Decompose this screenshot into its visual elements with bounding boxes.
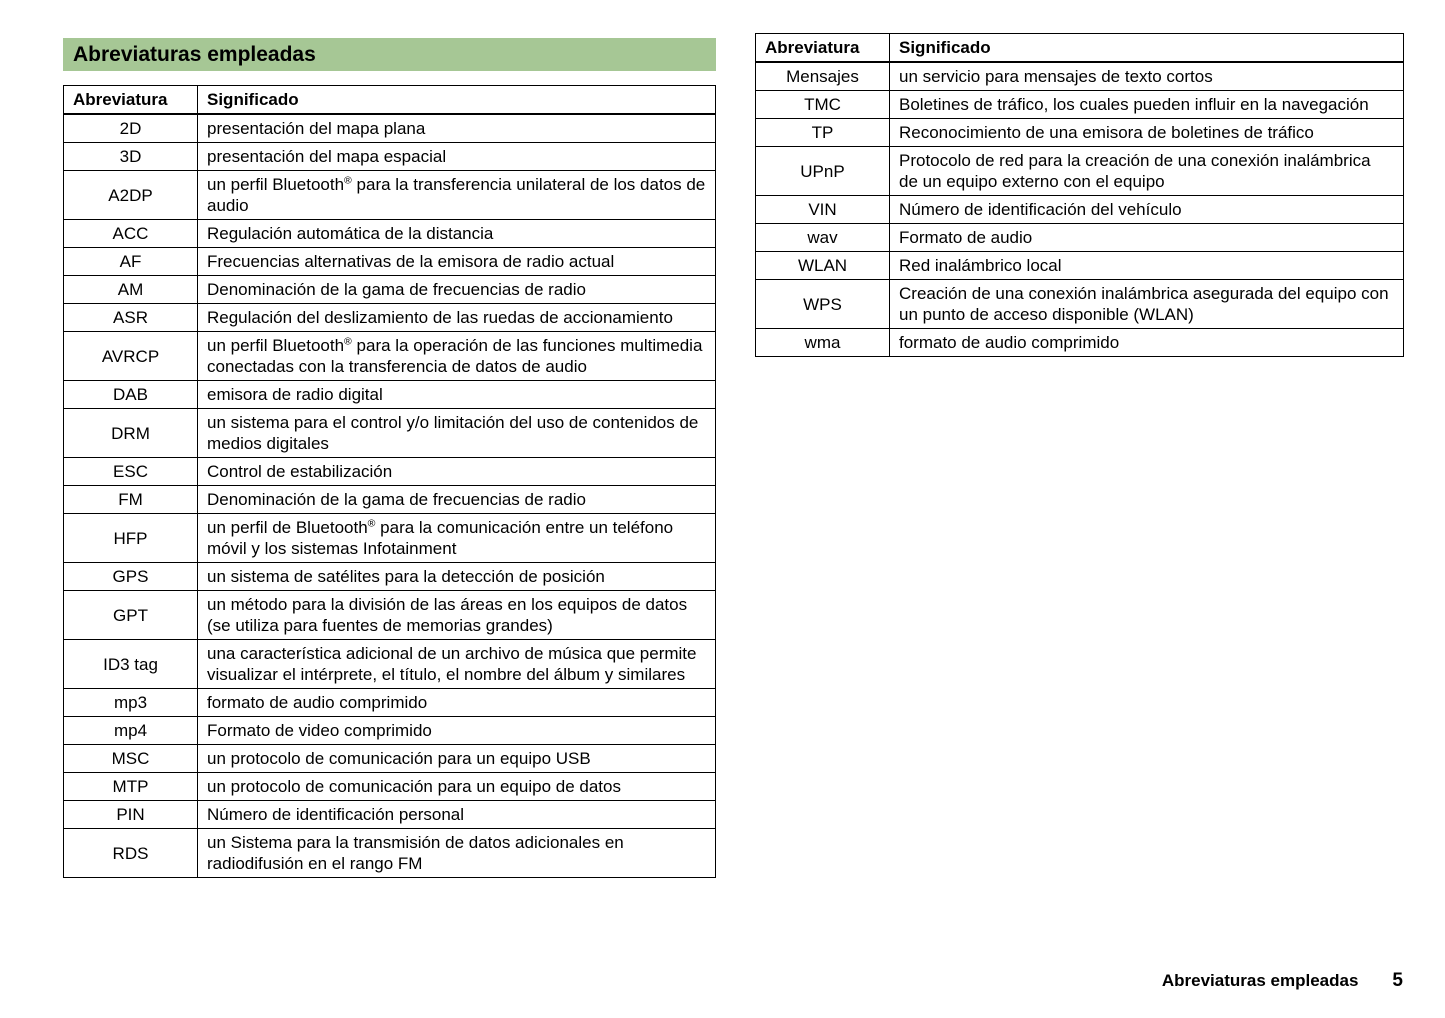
left-column bbox=[63, 38, 716, 878]
abbreviation-cell: 2D bbox=[64, 114, 198, 143]
abbreviations-table-left bbox=[63, 85, 716, 878]
meaning-cell: emisora de radio digital bbox=[198, 381, 716, 409]
table-row bbox=[64, 514, 716, 563]
meaning-cell: un perfil Bluetooth® para la operación de las funciones multimedia conectadas con la transferencia de datos de audio bbox=[198, 332, 716, 381]
table-row bbox=[64, 591, 716, 640]
meaning-cell: formato de audio comprimido bbox=[198, 689, 716, 717]
table-row bbox=[756, 329, 1404, 357]
table-row bbox=[64, 409, 716, 458]
meaning-cell: Reconocimiento de una emisora de boletines de tráfico bbox=[890, 119, 1404, 147]
abbreviation-cell: Mensajes bbox=[756, 62, 890, 91]
abbreviation-cell: DAB bbox=[64, 381, 198, 409]
abbreviation-cell: A2DP bbox=[64, 171, 198, 220]
table-row bbox=[64, 689, 716, 717]
table-row bbox=[756, 147, 1404, 196]
table-row bbox=[756, 196, 1404, 224]
meaning-cell: Denominación de la gama de frecuencias de radio bbox=[198, 276, 716, 304]
abbreviation-cell: mp4 bbox=[64, 717, 198, 745]
abbreviation-cell: VIN bbox=[756, 196, 890, 224]
abbreviation-cell: UPnP bbox=[756, 147, 890, 196]
table-row bbox=[64, 717, 716, 745]
abbreviation-cell: WPS bbox=[756, 280, 890, 329]
abbreviation-cell: ASR bbox=[64, 304, 198, 332]
meaning-cell: un Sistema para la transmisión de datos adicionales en radiodifusión en el rango FM bbox=[198, 829, 716, 878]
table-header-row bbox=[756, 34, 1404, 63]
meaning-cell: Número de identificación personal bbox=[198, 801, 716, 829]
table-row bbox=[64, 332, 716, 381]
abbreviation-cell: TMC bbox=[756, 91, 890, 119]
table-row bbox=[756, 119, 1404, 147]
meaning-cell: Boletines de tráfico, los cuales pueden influir en la navegación bbox=[890, 91, 1404, 119]
column-header: Significado bbox=[890, 34, 1404, 63]
table-row bbox=[64, 143, 716, 171]
meaning-cell: presentación del mapa plana bbox=[198, 114, 716, 143]
meaning-cell: presentación del mapa espacial bbox=[198, 143, 716, 171]
abbreviations-table-right bbox=[755, 33, 1404, 357]
abbreviation-cell: MTP bbox=[64, 773, 198, 801]
abbreviation-cell: wav bbox=[756, 224, 890, 252]
table-row bbox=[64, 773, 716, 801]
table-row bbox=[64, 248, 716, 276]
footer bbox=[1162, 970, 1403, 992]
column-header: Significado bbox=[198, 86, 716, 115]
table-row bbox=[64, 220, 716, 248]
table-row bbox=[756, 224, 1404, 252]
meaning-cell: una característica adicional de un archivo de música que permite visualizar el intérprete, el título, el nombre del álbum y similares bbox=[198, 640, 716, 689]
table-row bbox=[64, 745, 716, 773]
meaning-cell: un método para la división de las áreas en los equipos de datos (se utiliza para fuentes de memorias grandes) bbox=[198, 591, 716, 640]
meaning-cell: un sistema para el control y/o limitación del uso de contenidos de medios digitales bbox=[198, 409, 716, 458]
meaning-cell: Frecuencias alternativas de la emisora de radio actual bbox=[198, 248, 716, 276]
meaning-cell: un servicio para mensajes de texto cortos bbox=[890, 62, 1404, 91]
meaning-cell: Número de identificación del vehículo bbox=[890, 196, 1404, 224]
meaning-cell: un perfil de Bluetooth® para la comunicación entre un teléfono móvil y los sistemas Infotainment bbox=[198, 514, 716, 563]
abbreviation-cell: AM bbox=[64, 276, 198, 304]
meaning-cell: un protocolo de comunicación para un equipo USB bbox=[198, 745, 716, 773]
meaning-cell: un perfil Bluetooth® para la transferencia unilateral de los datos de audio bbox=[198, 171, 716, 220]
meaning-cell: Formato de video comprimido bbox=[198, 717, 716, 745]
column-header: Abreviatura bbox=[756, 34, 890, 63]
table-row bbox=[64, 381, 716, 409]
registered-trademark-symbol: ® bbox=[344, 174, 352, 187]
meaning-cell: un protocolo de comunicación para un equipo de datos bbox=[198, 773, 716, 801]
table-row bbox=[64, 563, 716, 591]
abbreviation-cell: mp3 bbox=[64, 689, 198, 717]
abbreviation-cell: PIN bbox=[64, 801, 198, 829]
table-row bbox=[64, 276, 716, 304]
table-row bbox=[64, 458, 716, 486]
abbreviation-cell: AF bbox=[64, 248, 198, 276]
meaning-cell: Control de estabilización bbox=[198, 458, 716, 486]
meaning-cell: Regulación del deslizamiento de las ruedas de accionamiento bbox=[198, 304, 716, 332]
page-title: Abreviaturas empleadas bbox=[63, 38, 716, 71]
abbreviation-cell: ID3 tag bbox=[64, 640, 198, 689]
abbreviation-cell: ESC bbox=[64, 458, 198, 486]
table-row bbox=[64, 829, 716, 878]
abbreviation-cell: GPT bbox=[64, 591, 198, 640]
abbreviation-cell: wma bbox=[756, 329, 890, 357]
meaning-cell: Formato de audio bbox=[890, 224, 1404, 252]
table-row bbox=[756, 91, 1404, 119]
registered-trademark-symbol: ® bbox=[367, 517, 376, 530]
table-row bbox=[64, 486, 716, 514]
abbreviation-cell: GPS bbox=[64, 563, 198, 591]
abbreviation-cell: TP bbox=[756, 119, 890, 147]
table-row bbox=[64, 304, 716, 332]
meaning-cell: Creación de una conexión inalámbrica asegurada del equipo con un punto de acceso disponible (WLAN) bbox=[890, 280, 1404, 329]
table-row bbox=[64, 640, 716, 689]
right-column bbox=[755, 33, 1404, 357]
table-header-row bbox=[64, 86, 716, 115]
abbreviation-cell: AVRCP bbox=[64, 332, 198, 381]
abbreviation-cell: 3D bbox=[64, 143, 198, 171]
abbreviation-cell: MSC bbox=[64, 745, 198, 773]
table-row bbox=[64, 114, 716, 143]
registered-trademark-symbol: ® bbox=[344, 335, 352, 348]
abbreviation-cell: HFP bbox=[64, 514, 198, 563]
abbreviation-cell: RDS bbox=[64, 829, 198, 878]
meaning-cell: formato de audio comprimido bbox=[890, 329, 1404, 357]
abbreviation-cell: ACC bbox=[64, 220, 198, 248]
table-row bbox=[64, 171, 716, 220]
meaning-cell: Red inalámbrico local bbox=[890, 252, 1404, 280]
meaning-cell: Regulación automática de la distancia bbox=[198, 220, 716, 248]
table-row bbox=[756, 62, 1404, 91]
meaning-cell: Protocolo de red para la creación de una conexión inalámbrica de un equipo externo con el equipo bbox=[890, 147, 1404, 196]
abbreviation-cell: DRM bbox=[64, 409, 198, 458]
abbreviation-cell: WLAN bbox=[756, 252, 890, 280]
footer-page-number: 5 bbox=[1392, 970, 1403, 991]
table-row bbox=[756, 252, 1404, 280]
table-row bbox=[64, 801, 716, 829]
column-header: Abreviatura bbox=[64, 86, 198, 115]
meaning-cell: Denominación de la gama de frecuencias de radio bbox=[198, 486, 716, 514]
table-row bbox=[756, 280, 1404, 329]
meaning-cell: un sistema de satélites para la detección de posición bbox=[198, 563, 716, 591]
footer-label: Abreviaturas empleadas bbox=[1161, 971, 1359, 990]
abbreviation-cell: FM bbox=[64, 486, 198, 514]
